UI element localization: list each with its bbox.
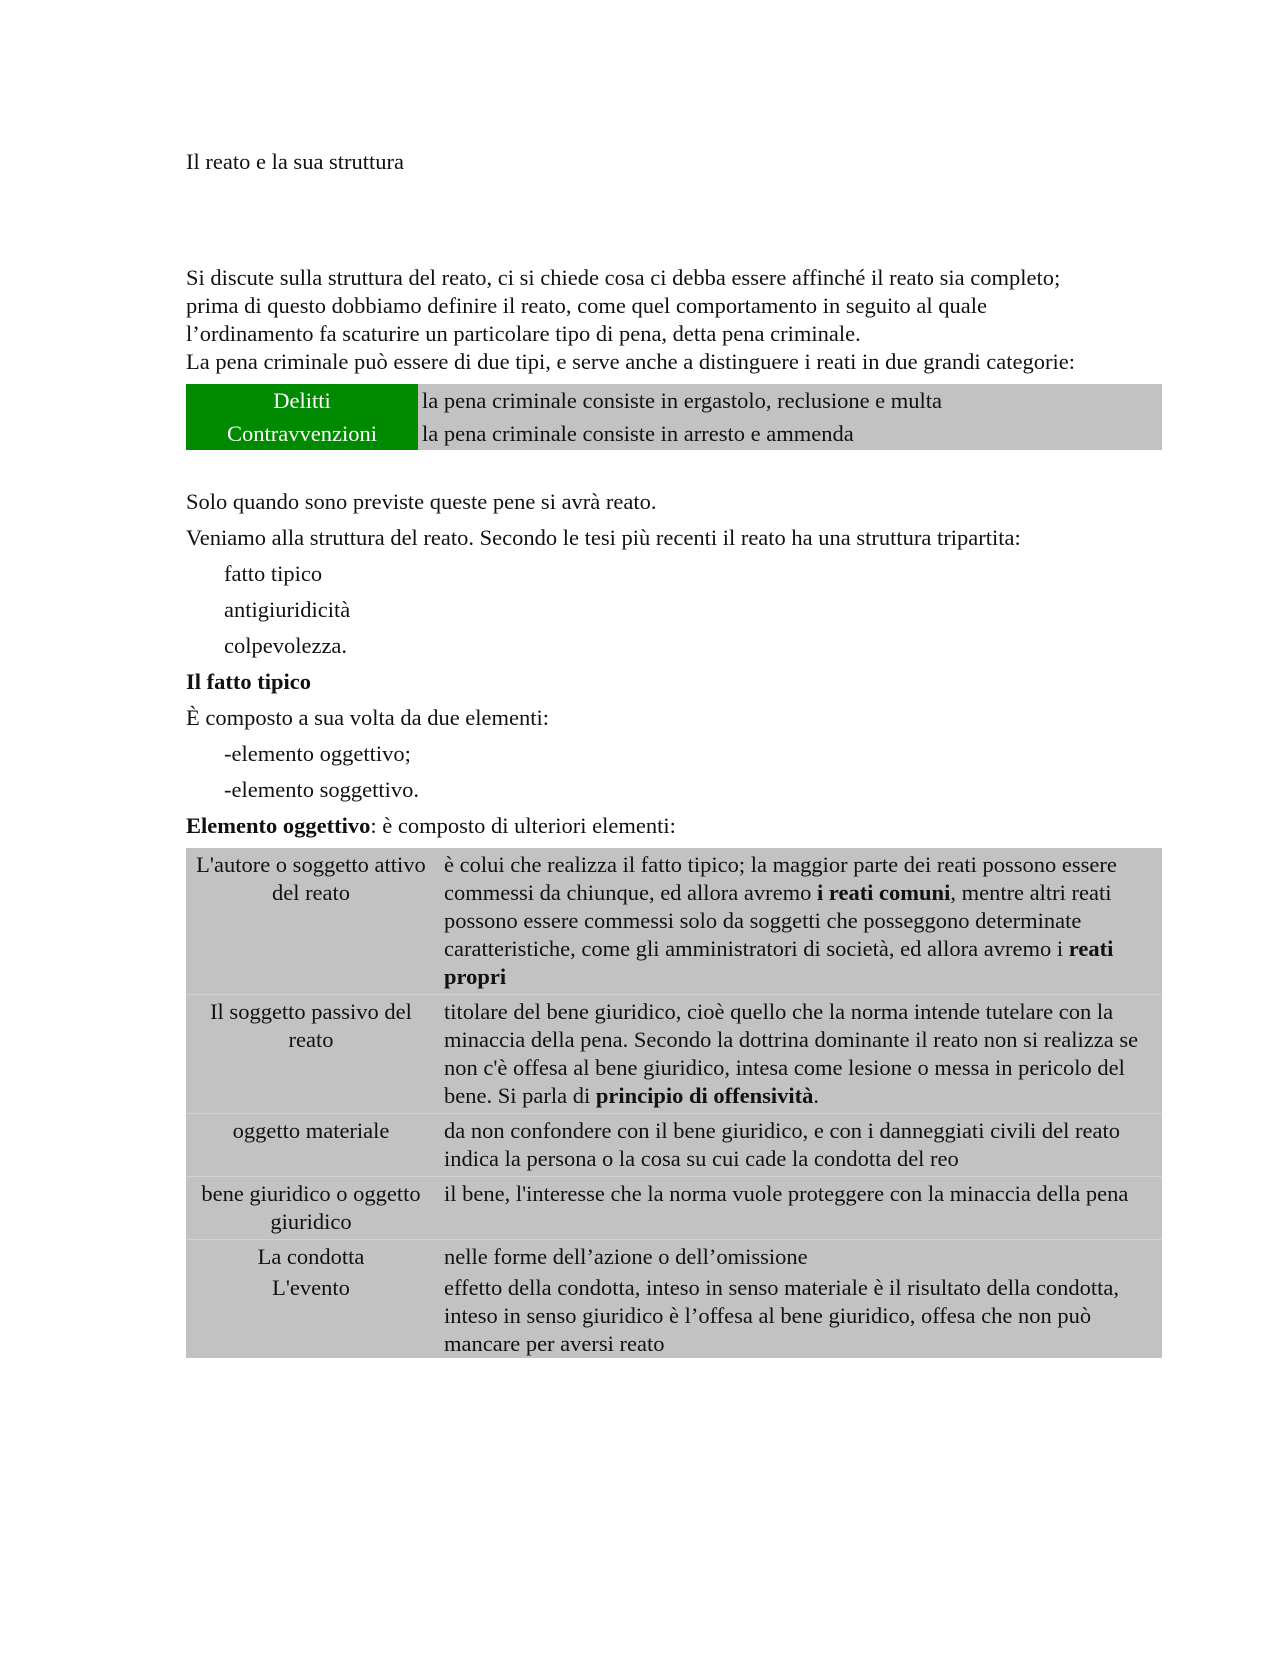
definition-emphasis: i reati comuni [817, 880, 951, 905]
element-term: La condotta [186, 1240, 436, 1275]
structure-intro: Veniamo alla struttura del reato. Secondo le tesi più recenti il reato ha una struttura tripartita: [186, 525, 1021, 550]
crime-categories-table [186, 384, 1162, 450]
elemento-oggettivo-heading: Elemento oggettivo [186, 813, 371, 838]
element-definition: il bene, l'interesse che la norma vuole proteggere con la minaccia della pena [436, 1177, 1162, 1240]
definition-text: , mentre altri reati possono essere commessi solo da soggetti che posseggono determinate caratteristiche, come gli amministratori di società, ed allora avremo i [444, 880, 1112, 961]
element-definition: effetto della condotta, inteso in senso materiale è il risultato della condotta, inteso in senso giuridico è l’offesa al bene giuridico, offesa che non può mancare per aversi reato [444, 1275, 1119, 1356]
category-label: Contravvenzioni [186, 417, 418, 450]
document-title: Il reato e la sua struttura [186, 149, 405, 174]
category-row-delitti [186, 384, 1162, 417]
penalty-note: Solo quando sono previste queste pene si avrà reato. [186, 489, 657, 514]
definition-text: . [813, 1083, 819, 1108]
element-row-evento [186, 1274, 1162, 1358]
definition-text: titolare del bene giuridico, cioè quello che la norma intende tutelare con la minaccia della pena. Secondo la dottrina dominante il reato non si realizza se non c'è offesa al bene giuridico, intesa come lesione o messa in pericolo del bene. Si parla di [444, 999, 1139, 1108]
fatto-tipico-heading: Il fatto tipico [186, 669, 311, 694]
element-definition: nelle forme dell’azione o dell’omissione [436, 1240, 1162, 1275]
element-term: Il soggetto passivo del reato [186, 995, 436, 1114]
element-row-soggetto-passivo [186, 995, 1162, 1114]
fatto-tipico-item-oggettivo: -elemento oggettivo; [224, 741, 411, 766]
fatto-tipico-text: È composto a sua volta da due elementi: [186, 705, 550, 730]
element-row-oggetto-materiale [186, 1114, 1162, 1177]
structure-item-fatto-tipico: fatto tipico [224, 561, 323, 586]
definition-text: è colui che realizza il fatto tipico; la maggior parte dei reati possono essere commessi da chiunque, ed allora avremo [444, 852, 1117, 905]
element-row-autore [186, 848, 1162, 995]
element-definition: da non confondere con il bene giuridico, e con i danneggiati civili del reato indica la persona o la cosa su cui cade la condotta del reo [436, 1114, 1162, 1177]
element-term: bene giuridico o oggetto giuridico [186, 1177, 436, 1240]
element-term: oggetto materiale [186, 1114, 436, 1177]
element-row-condotta [186, 1240, 1162, 1275]
category-description: la pena criminale consiste in arresto e ammenda [418, 417, 1162, 450]
structure-list [186, 560, 1166, 660]
element-term: L'autore o soggetto attivo del reato [196, 852, 426, 905]
definition-emphasis: principio di offensività [595, 1083, 814, 1108]
element-definition [436, 848, 1162, 995]
structure-item-colpevolezza: colpevolezza. [224, 633, 348, 658]
elemento-oggettivo-table [186, 848, 1162, 1358]
element-row-bene-giuridico [186, 1177, 1162, 1240]
elemento-oggettivo-text: : è composto di ulteriori elementi: [370, 813, 676, 838]
category-description: la pena criminale consiste in ergastolo, reclusione e multa [418, 384, 1162, 417]
element-term: L'evento [272, 1275, 350, 1300]
intro-section [186, 264, 1086, 376]
element-definition [436, 995, 1162, 1114]
fatto-tipico-item-soggettivo: -elemento soggettivo. [224, 777, 419, 802]
elemento-oggettivo-intro [186, 812, 1166, 840]
category-label: Delitti [186, 384, 418, 417]
intro-paragraph-categories: La pena criminale può essere di due tipi, e serve anche a distinguere i reati in due grandi categorie: [186, 349, 1076, 374]
category-row-contravvenzioni [186, 417, 1162, 450]
intro-paragraph-definition: Si discute sulla struttura del reato, ci si chiede cosa ci debba essere affinché il reato sia completo; prima di questo dobbiamo definire il reato, come quel comportamento in seguito al quale l’ordinamento fa scaturire un particolare tipo di pena, detta pena criminale. [186, 265, 1061, 346]
definition-emphasis: reati propri [444, 936, 1114, 989]
document-body [186, 148, 1166, 1358]
structure-item-antigiuridicita: antigiuridicità [224, 597, 351, 622]
